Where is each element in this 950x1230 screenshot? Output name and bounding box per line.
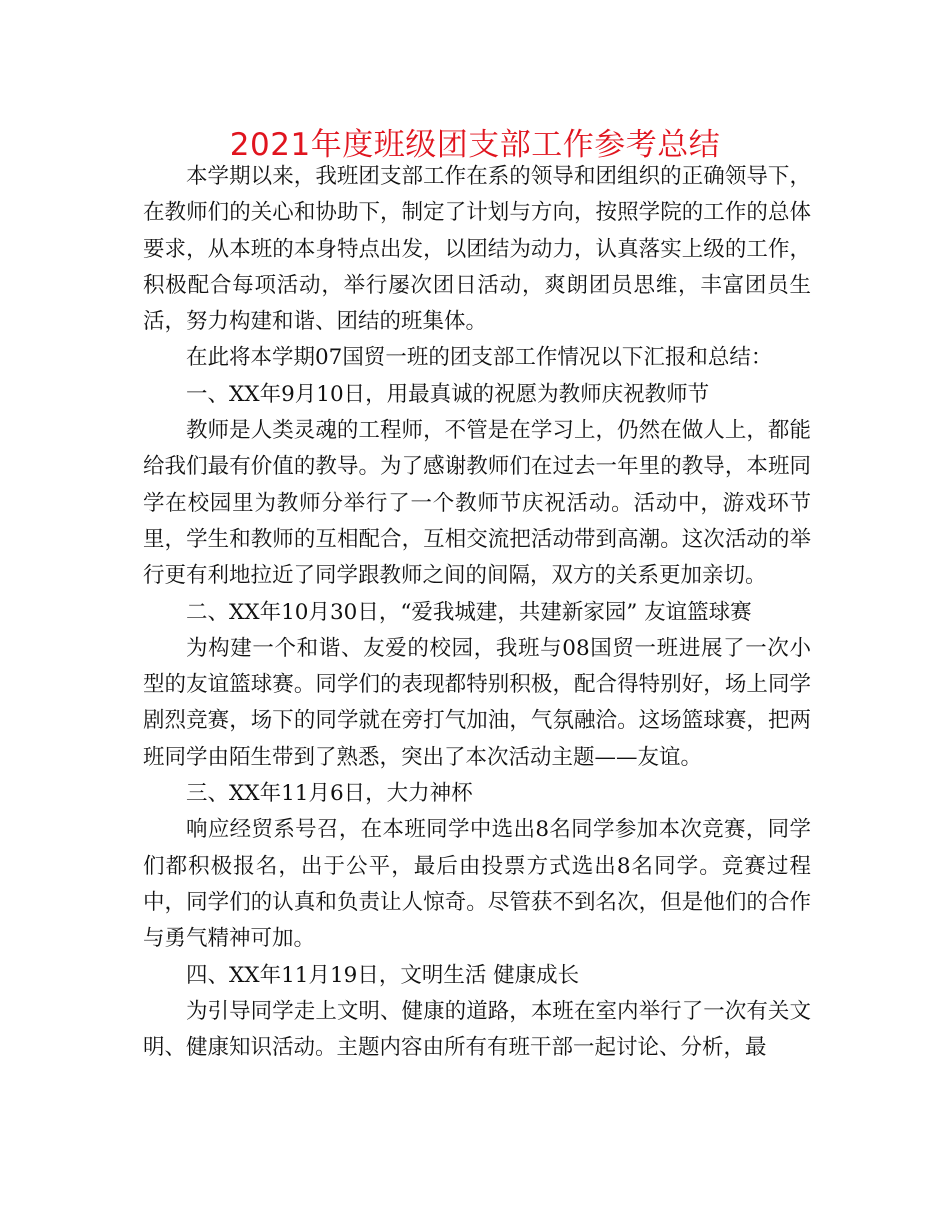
section-heading-2: 二、XX年10月30日，“爱我城建，共建新家园” 友谊篮球赛 xyxy=(186,599,752,625)
section-heading-4: 四、XX年11月19日，文明生活 健康成长 xyxy=(186,962,580,988)
section-heading-3: 三、XX年11月6日，大力神杯 xyxy=(186,781,473,807)
section-body-1: 教师是人类灵魂的工程师，不管是在学习上，仍然在做人上，都能给我们最有价值的教导。为了感谢教师们在过去一年里的教导，本班同学在校园里为教师分举行了一个教师节庆祝活动。活动中，游戏环节里，学生和教师的互相配合，互相交流把活动带到高潮。这次活动的举行更有利地拉近了同学跟教师之间的间隔，双方的关系更加亲切。 xyxy=(143,418,811,589)
paragraph-summary-lead: 在此将本学期07国贸一班的团支部工作情况以下汇报和总结： xyxy=(186,345,773,371)
section-body-2: 为构建一个和谐、友爱的校园，我班与08国贸一班进展了一次小型的友谊篮球赛。同学们的表现都特别积极，配合得特别好，场上同学剧烈竞赛，场下的同学就在旁打气加油，气氛融洽。这场篮球赛，把两班同学由陌生带到了熟悉，突出了本次活动主题——友谊。 xyxy=(143,635,811,770)
section-body-4: 为引导同学走上文明、健康的道路，本班在室内举行了一次有关文明、健康知识活动。主题内容由所有有班干部一起讨论、分析，最 xyxy=(143,998,811,1061)
document-title: 2021年度班级团支部工作参考总结 xyxy=(229,127,721,163)
section-heading-1: 一、XX年9月10日，用最真诚的祝愿为教师庆祝教师节 xyxy=(186,381,710,407)
paragraph-intro: 本学期以来，我班团支部工作在系的领导和团组织的正确领导下，在教师们的关心和协助下，制定了计划与方向，按照学院的工作的总体要求，从本班的本身特点出发，以团结为动力，认真落实上级的工作，积极配合每项活动，举行屡次团日活动，爽朗团员思维，丰富团员生活，努力构建和谐、团结的班集体。 xyxy=(143,164,811,335)
document-body xyxy=(143,159,811,1066)
section-body-3: 响应经贸系号召，在本班同学中选出8名同学参加本次竞赛，同学们都积极报名，出于公平，最后由投票方式选出8名同学。竞赛过程中，同学们的认真和负责让人惊奇。尽管获不到名次，但是他们的合作与勇气精神可加。 xyxy=(143,817,811,952)
